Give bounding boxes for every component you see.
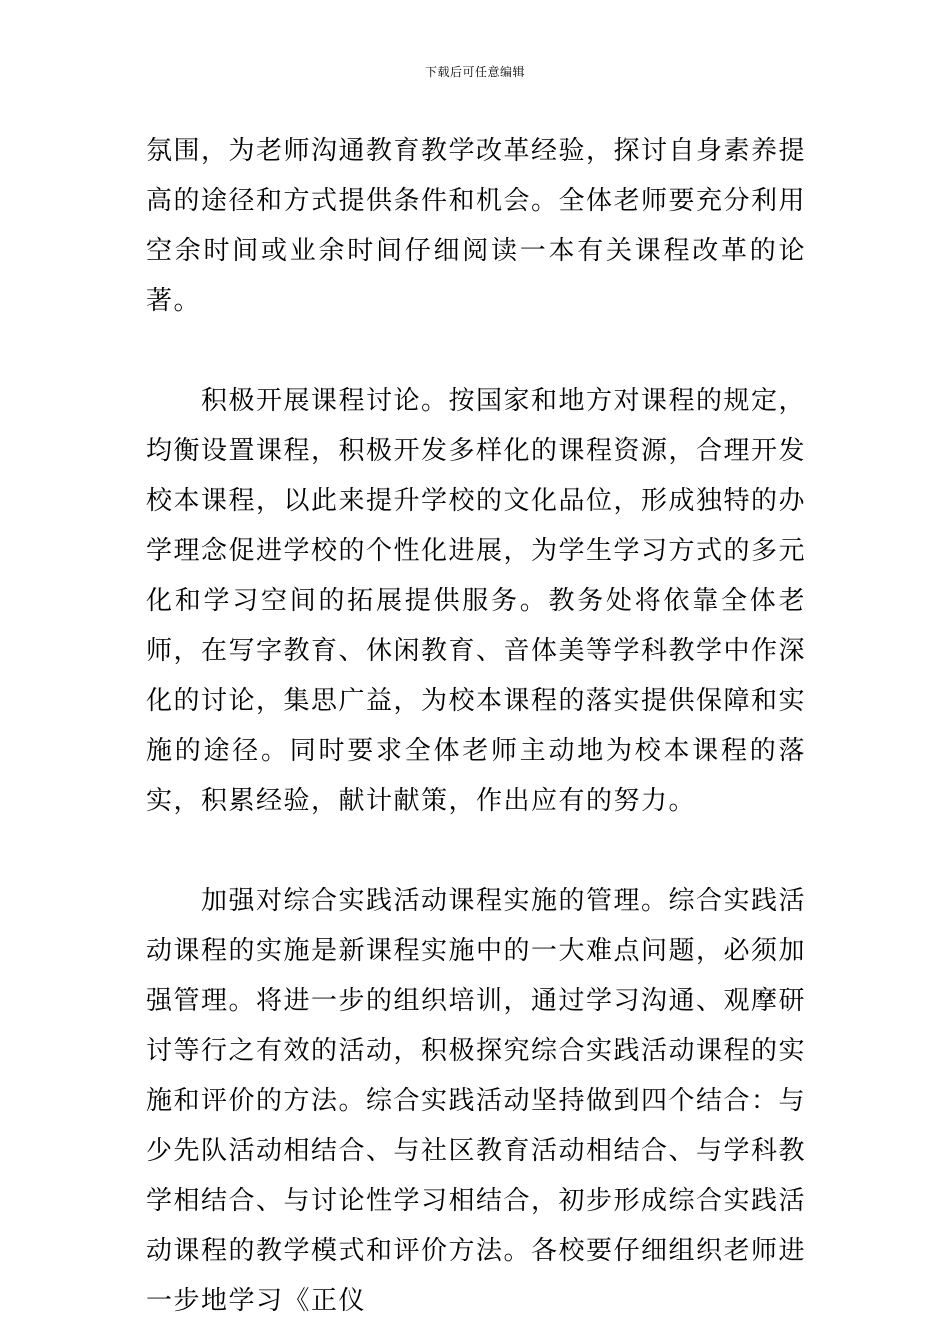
- paragraph-curriculum-discussion: 积极开展课程讨论。按国家和地方对课程的规定，均衡设置课程，积极开发多样化的课程资源，合理开发校本课程，以此来提升学校的文化品位，形成独特的办学理念促进学校的个性化进展，为学生学习方式的多元化和学习空间的拓展提供服务。教务处将依靠全体老师，在写字教育、休闲教育、音体美等学科教学中作深化的讨论，集思广益，为校本课程的落实提供保障和实施的途径。同时要求全体老师主动地为校本课程的落实，积累经验，献计献策，作出应有的努力。: [146, 386, 807, 816]
- page-header: 下载后可任意编辑: [424, 65, 525, 79]
- document-body: [146, 126, 806, 1326]
- paragraph-continuation: 氛围，为老师沟通教育教学改革经验，探讨自身素养提高的途径和方式提供条件和机会。全体老师要充分利用空余时间或业余时间仔细阅读一本有关课程改革的论著。: [146, 136, 807, 316]
- paragraph-practice-activity-management: 加强对综合实践活动课程实施的管理。综合实践活动课程的实施是新课程实施中的一大难点问题，必须加强管理。将进一步的组织培训，通过学习沟通、观摩研讨等行之有效的活动，积极探究综合实践活动课程的实施和评价的方法。综合实践活动坚持做到四个结合：与少先队活动相结合、与社区教育活动相结合、与学科教学相结合、与讨论性学习相结合，初步形成综合实践活动课程的教学模式和评价方法。各校要仔细组织老师进一步地学习《正仪: [146, 886, 807, 1316]
